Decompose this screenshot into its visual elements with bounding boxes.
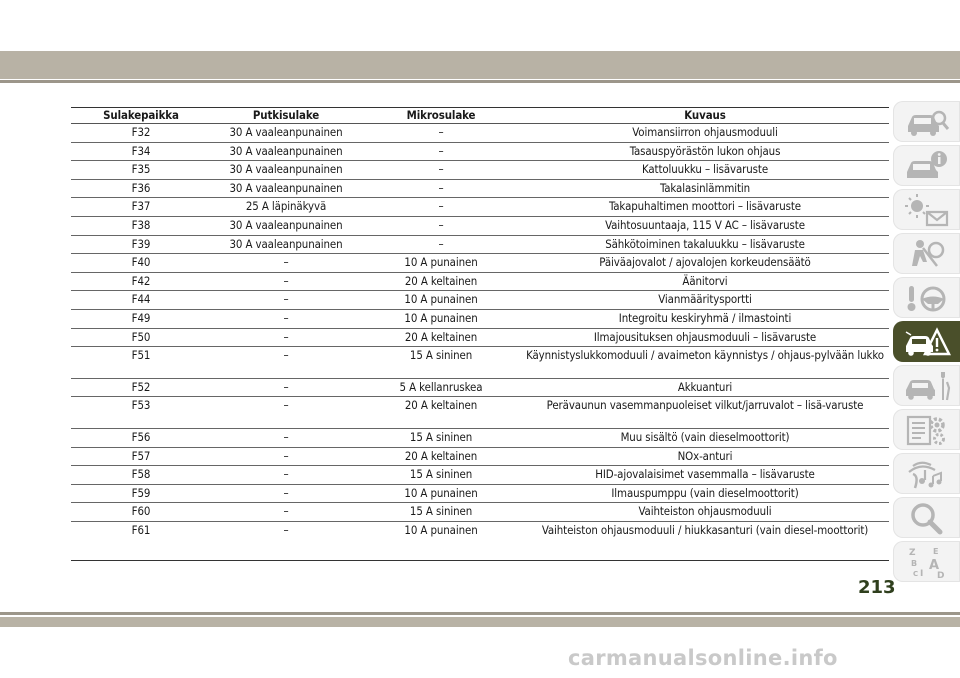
cartridge-fuse-cell: –: [211, 397, 361, 429]
cartridge-fuse-cell: –: [211, 378, 361, 397]
description-cell: Äänitorvi: [521, 272, 889, 291]
index-letter: I: [919, 568, 923, 579]
table-row: [71, 124, 889, 143]
description-cell: Voimansiirron ohjausmoduuli: [521, 124, 889, 143]
table-row: [71, 378, 889, 397]
index-letter: B: [910, 558, 917, 568]
cartridge-fuse-cell: –: [211, 503, 361, 522]
tab-steering-wheel[interactable]: [893, 277, 960, 318]
cartridge-fuse-cell: 30 A vaaleanpunainen: [211, 161, 361, 180]
index-letter: Z: [908, 547, 916, 558]
mini-fuse-cell: 20 A keltainen: [361, 397, 521, 429]
fuse-table: [71, 107, 889, 561]
chapter-tabs: [893, 101, 960, 585]
top-divider-line: [0, 80, 960, 83]
index-letter: E: [932, 546, 938, 556]
cartridge-fuse-cell: 30 A vaaleanpunainen: [211, 179, 361, 198]
fuse-slot-cell: F32: [71, 124, 211, 143]
cartridge-fuse-cell: –: [211, 466, 361, 485]
cartridge-fuse-cell: –: [211, 521, 361, 560]
fuse-slot-cell: F52: [71, 378, 211, 397]
mini-fuse-cell: 20 A keltainen: [361, 447, 521, 466]
description-cell: Muu sisältö (vain dieselmoottorit): [521, 428, 889, 447]
mini-fuse-cell: 20 A keltainen: [361, 272, 521, 291]
cartridge-fuse-cell: 30 A vaaleanpunainen: [211, 216, 361, 235]
multimedia-icon: [903, 456, 951, 492]
description-cell: Ilmauspumppu (vain dieselmoottorit): [521, 484, 889, 503]
description-cell: Vianmääritysportti: [521, 291, 889, 310]
cartridge-fuse-cell: –: [211, 428, 361, 447]
table-header-row: [71, 108, 889, 124]
cartridge-fuse-cell: 30 A vaaleanpunainen: [211, 124, 361, 143]
mini-fuse-cell: 5 A kellanruskea: [361, 378, 521, 397]
bottom-decorative-band: [0, 617, 960, 627]
fuse-slot-cell: F36: [71, 179, 211, 198]
header-fuse-slot: Sulakepaikka: [71, 108, 211, 124]
table-row: [71, 235, 889, 254]
table-row: [71, 397, 889, 429]
cartridge-fuse-cell: –: [211, 309, 361, 328]
bottom-divider-line: [0, 612, 960, 615]
index-letter: D: [936, 570, 944, 580]
table-row: [71, 503, 889, 522]
description-cell: Vaihtosuuntaaja, 115 V AC – lisävaruste: [521, 216, 889, 235]
description-cell: Vaihteiston ohjausmoduuli: [521, 503, 889, 522]
table-row: [71, 291, 889, 310]
fuse-slot-cell: F60: [71, 503, 211, 522]
mini-fuse-cell: 10 A punainen: [361, 254, 521, 273]
description-cell: Perävaunun vasemmanpuoleiset vilkut/jarruvalot – lisä-varuste: [521, 397, 889, 429]
cartridge-fuse-cell: 30 A vaaleanpunainen: [211, 235, 361, 254]
description-cell: Tasauspyörästön lukon ohjaus: [521, 142, 889, 161]
fuse-slot-cell: F51: [71, 347, 211, 379]
tab-airbag-safety[interactable]: [893, 233, 960, 274]
cartridge-fuse-cell: –: [211, 484, 361, 503]
tab-car-search[interactable]: [893, 101, 960, 142]
tab-multimedia[interactable]: [893, 453, 960, 494]
tab-car-service[interactable]: [893, 365, 960, 406]
fuse-slot-cell: F57: [71, 447, 211, 466]
table-row: [71, 216, 889, 235]
description-cell: NOx-anturi: [521, 447, 889, 466]
car-service-icon: [903, 368, 951, 404]
description-cell: Vaihteiston ohjausmoduuli / hiukkasanturi (vain diesel-moottorit): [521, 521, 889, 560]
specifications-gear-icon: [903, 412, 951, 448]
description-cell: HID-ajovalaisimet vasemmalla – lisävaruste: [521, 466, 889, 485]
warning-lights-icon: [903, 192, 951, 228]
fuse-slot-cell: F49: [71, 309, 211, 328]
description-cell: Päiväajovalot / ajovalojen korkeudensäätö: [521, 254, 889, 273]
cartridge-fuse-cell: –: [211, 347, 361, 379]
header-description: Kuvaus: [521, 108, 889, 124]
fuse-slot-cell: F59: [71, 484, 211, 503]
cartridge-fuse-cell: –: [211, 328, 361, 347]
table-row: [71, 198, 889, 217]
mini-fuse-cell: 15 A sininen: [361, 347, 521, 379]
mini-fuse-cell: –: [361, 179, 521, 198]
airbag-safety-icon: [903, 236, 951, 272]
page-number: 213: [858, 577, 896, 598]
fuse-slot-cell: F53: [71, 397, 211, 429]
description-cell: Takalasinlämmitin: [521, 179, 889, 198]
tab-warning-lights[interactable]: [893, 189, 960, 230]
table-row: [71, 272, 889, 291]
fuse-slot-cell: F50: [71, 328, 211, 347]
table-row: [71, 254, 889, 273]
car-info-icon: [903, 148, 951, 184]
mini-fuse-cell: –: [361, 198, 521, 217]
mini-fuse-cell: 10 A punainen: [361, 291, 521, 310]
alphabet-index-icon: [903, 544, 951, 580]
mini-fuse-cell: 15 A sininen: [361, 466, 521, 485]
description-cell: Kattoluukku – lisävaruste: [521, 161, 889, 180]
header-mini-fuse: Mikrosulake: [361, 108, 521, 124]
tab-alphabetical-index[interactable]: [893, 541, 960, 582]
description-cell: Akkuanturi: [521, 378, 889, 397]
table-row: [71, 447, 889, 466]
cartridge-fuse-cell: 25 A läpinäkyvä: [211, 198, 361, 217]
magnifier-icon: [903, 500, 951, 536]
mini-fuse-cell: 10 A punainen: [361, 309, 521, 328]
index-letter: A: [928, 557, 939, 573]
index-letter: C: [912, 569, 918, 578]
cartridge-fuse-cell: –: [211, 272, 361, 291]
mini-fuse-cell: 20 A keltainen: [361, 328, 521, 347]
table-row: [71, 347, 889, 379]
mini-fuse-cell: –: [361, 142, 521, 161]
cartridge-fuse-cell: –: [211, 254, 361, 273]
description-cell: Integroitu keskiryhmä / ilmastointi: [521, 309, 889, 328]
fuse-slot-cell: F39: [71, 235, 211, 254]
description-cell: Takapuhaltimen moottori – lisävaruste: [521, 198, 889, 217]
table-row: [71, 142, 889, 161]
table-row: [71, 466, 889, 485]
mini-fuse-cell: –: [361, 216, 521, 235]
tab-car-info[interactable]: [893, 145, 960, 186]
fuse-slot-cell: F40: [71, 254, 211, 273]
fuse-slot-cell: F37: [71, 198, 211, 217]
fuse-slot-cell: F56: [71, 428, 211, 447]
watermark: carmanualsonline.info: [568, 646, 838, 670]
car-breakdown-icon: [903, 324, 951, 360]
steering-wheel-icon: [903, 280, 951, 316]
description-cell: Käynnistyslukkomoduuli / avaimeton käynnistys / ohjaus-pylvään lukko: [521, 347, 889, 379]
fuse-slot-cell: F44: [71, 291, 211, 310]
table-row: [71, 521, 889, 560]
mini-fuse-cell: 15 A sininen: [361, 428, 521, 447]
cartridge-fuse-cell: 30 A vaaleanpunainen: [211, 142, 361, 161]
table-row: [71, 428, 889, 447]
top-decorative-band: [0, 51, 960, 79]
mini-fuse-cell: –: [361, 235, 521, 254]
table-row: [71, 179, 889, 198]
table-row: [71, 309, 889, 328]
table-row: [71, 328, 889, 347]
fuse-slot-cell: F58: [71, 466, 211, 485]
description-cell: Sähkötoiminen takaluukku – lisävaruste: [521, 235, 889, 254]
table-row: [71, 484, 889, 503]
header-cartridge-fuse: Putkisulake: [211, 108, 361, 124]
fuse-slot-cell: F42: [71, 272, 211, 291]
fuse-slot-cell: F35: [71, 161, 211, 180]
description-cell: Ilmajousituksen ohjausmoduuli – lisävaruste: [521, 328, 889, 347]
mini-fuse-cell: –: [361, 161, 521, 180]
table-row: [71, 161, 889, 180]
mini-fuse-cell: –: [361, 124, 521, 143]
mini-fuse-cell: 15 A sininen: [361, 503, 521, 522]
fuse-slot-cell: F34: [71, 142, 211, 161]
cartridge-fuse-cell: –: [211, 447, 361, 466]
fuse-slot-cell: F38: [71, 216, 211, 235]
cartridge-fuse-cell: –: [211, 291, 361, 310]
tab-car-breakdown[interactable]: [893, 321, 960, 362]
car-search-icon: [903, 104, 951, 140]
mini-fuse-cell: 10 A punainen: [361, 521, 521, 560]
tab-search[interactable]: [893, 497, 960, 538]
fuse-slot-cell: F61: [71, 521, 211, 560]
mini-fuse-cell: 10 A punainen: [361, 484, 521, 503]
tab-specifications[interactable]: [893, 409, 960, 450]
